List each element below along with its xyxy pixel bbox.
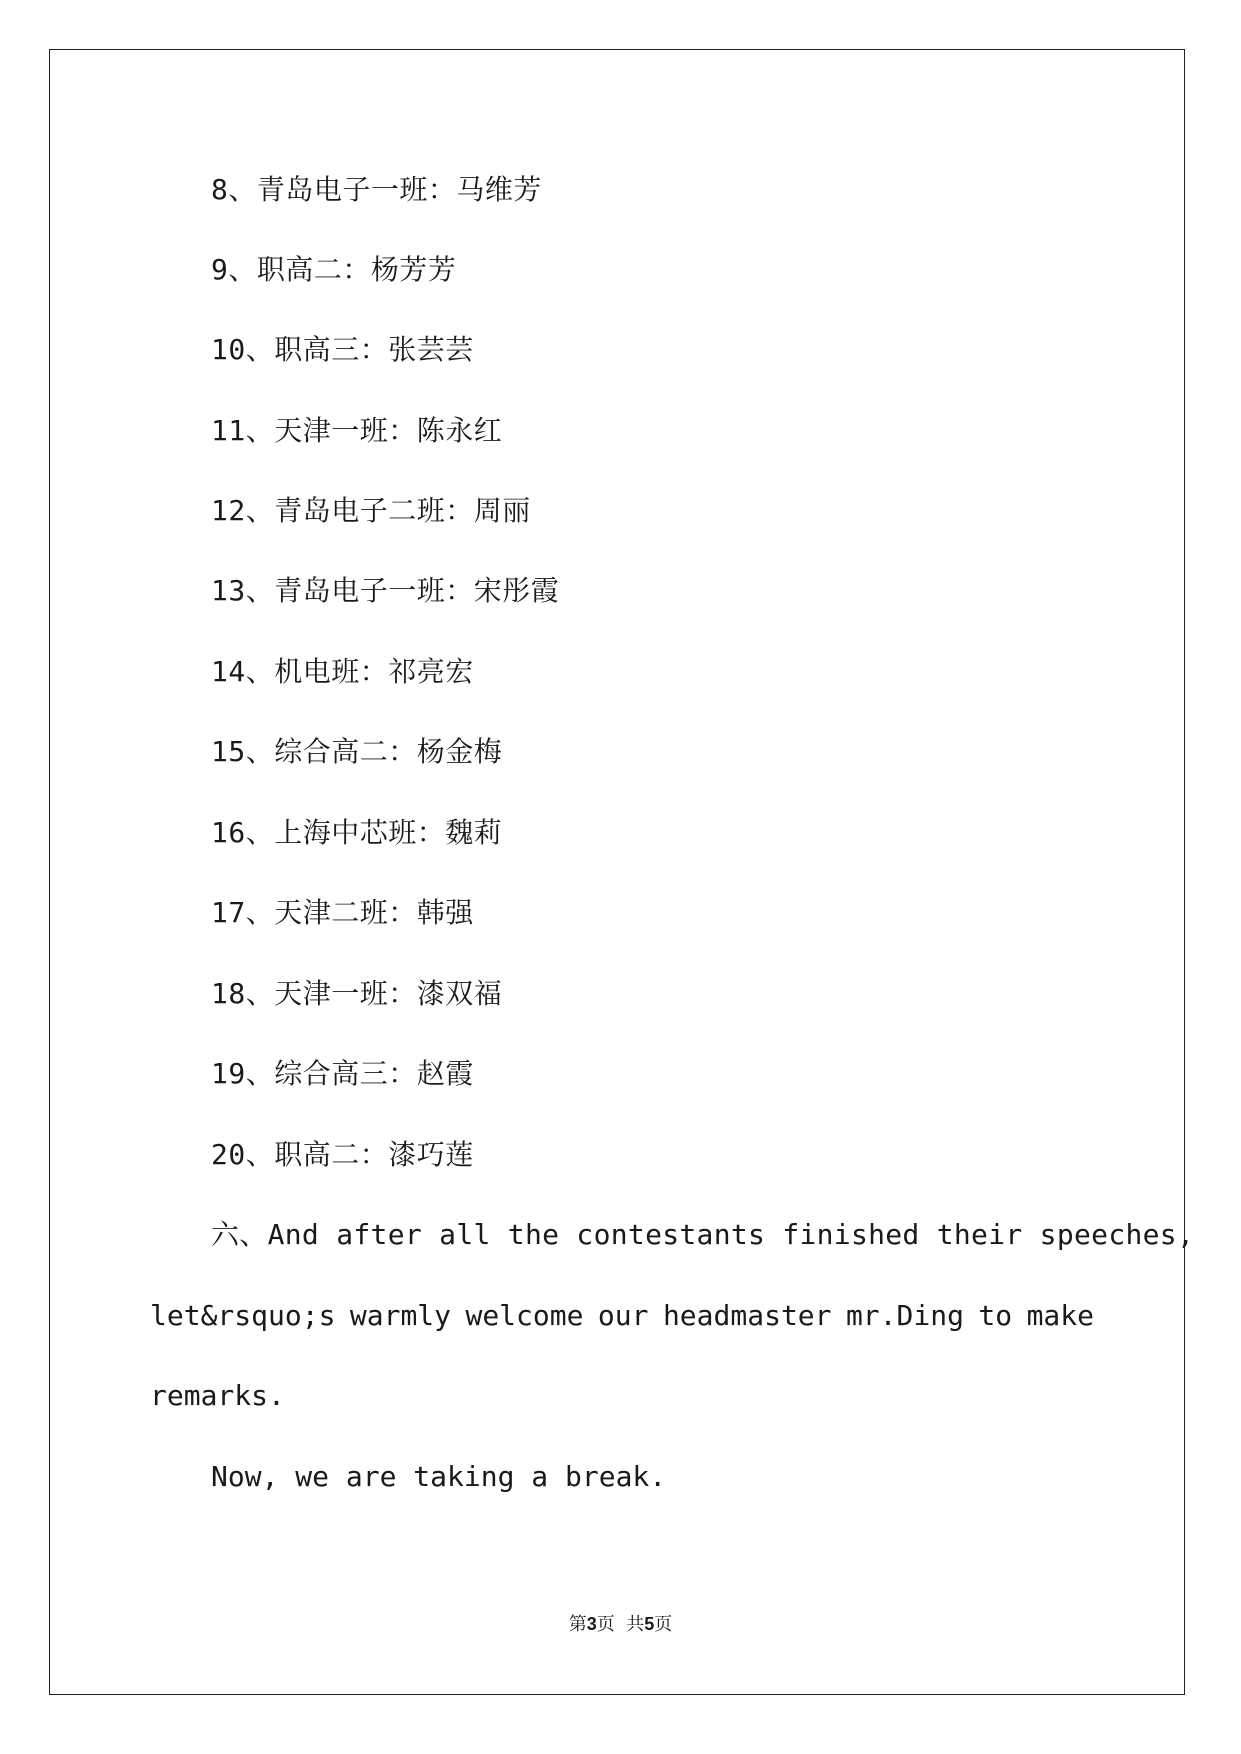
list-item: 8、青岛电子一班：马维芳 <box>211 173 542 206</box>
word: mr.Ding <box>845 1299 964 1332</box>
paragraph-line-justified <box>150 1298 1094 1334</box>
list-item: 19、综合高三：赵霞 <box>211 1057 474 1090</box>
word: headmaster <box>662 1299 832 1332</box>
paragraph-line: 六、And after all the contestants finished their speeches, <box>211 1218 1195 1251</box>
footer-mid: 页 共 <box>596 1614 645 1635</box>
current-page-number: 3 <box>586 1614 597 1634</box>
word: welcome <box>465 1299 584 1332</box>
list-item: 10、职高三：张芸芸 <box>211 333 474 366</box>
list-item: 12、青岛电子二班：周丽 <box>211 494 531 527</box>
list-item: 9、职高二：杨芳芳 <box>211 253 457 286</box>
list-item: 15、综合高二：杨金梅 <box>211 735 503 768</box>
list-item: 11、天津一班：陈永红 <box>211 414 503 447</box>
paragraph-line: remarks. <box>150 1379 285 1412</box>
page-border <box>49 49 1185 1695</box>
list-item: 16、上海中芯班：魏莉 <box>211 816 503 849</box>
list-item: 20、职高二：漆巧莲 <box>211 1138 474 1171</box>
break-announcement: Now, we are taking a break. <box>211 1460 667 1493</box>
word: our <box>597 1299 649 1332</box>
list-item: 17、天津二班：韩强 <box>211 896 474 929</box>
page-footer <box>0 1612 1241 1637</box>
footer-prefix: 第 <box>568 1614 587 1635</box>
footer-suffix: 页 <box>654 1614 673 1635</box>
word: warmly <box>349 1299 452 1332</box>
list-item: 18、天津一班：漆双福 <box>211 977 503 1010</box>
total-page-number: 5 <box>644 1614 655 1634</box>
word: to <box>978 1299 1013 1332</box>
word: make <box>1026 1299 1094 1332</box>
list-item: 14、机电班：祁亮宏 <box>211 655 474 688</box>
list-item: 13、青岛电子一班：宋彤霞 <box>211 574 560 607</box>
word: let&rsquo;s <box>150 1299 336 1332</box>
